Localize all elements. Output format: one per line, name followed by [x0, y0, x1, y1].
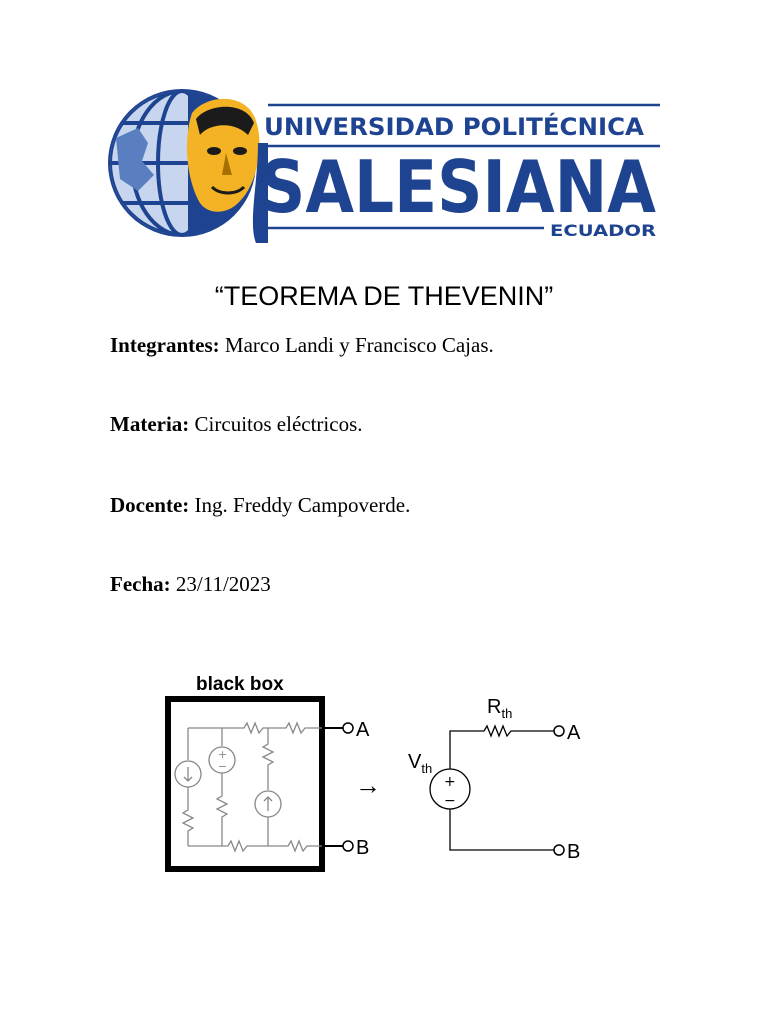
field-value: Ing. Freddy Campoverde. — [189, 493, 411, 517]
rth-sub: th — [501, 706, 513, 721]
field-integrantes — [110, 333, 494, 358]
terminal-a-right — [554, 726, 564, 736]
svg-text:−: − — [218, 760, 228, 773]
vsource-plus: + — [444, 774, 456, 790]
black-box-frame — [168, 699, 322, 869]
vth-sub: th — [421, 761, 433, 776]
thevenin-diagram — [158, 666, 598, 876]
field-label: Materia: — [110, 412, 190, 436]
terminal-b-label: B — [356, 837, 370, 859]
terminal-b-right-label: B — [567, 841, 581, 863]
svg-text:+: + — [218, 748, 228, 761]
terminal-b-left — [322, 841, 353, 851]
vth-main: V — [408, 751, 422, 773]
field-label: Fecha: — [110, 572, 171, 596]
terminal-b-right — [554, 845, 564, 855]
black-box-circuit — [175, 723, 322, 851]
arrow-icon: → — [355, 770, 381, 800]
terminal-a-left — [322, 723, 353, 733]
field-docente — [110, 493, 410, 518]
university-logo — [108, 83, 660, 243]
field-value: 23/11/2023 — [170, 572, 271, 596]
rth-label — [487, 696, 512, 721]
logo-country: ECUADOR — [550, 221, 656, 240]
field-materia — [110, 412, 363, 437]
field-value: Circuitos eléctricos. — [189, 412, 363, 436]
field-label: Docente: — [110, 493, 190, 517]
vsource-minus: − — [444, 793, 456, 809]
terminal-a-right-label: A — [567, 722, 581, 744]
document-title: “TEOREMA DE THEVENIN” — [214, 281, 554, 311]
logo-name: SALESIANA — [260, 145, 657, 229]
logo-university-line: UNIVERSIDAD POLITÉCNICA — [264, 113, 637, 141]
rth-main: R — [487, 696, 502, 718]
field-label: Integrantes: — [110, 333, 220, 357]
field-value: Marco Landi y Francisco Cajas. — [219, 333, 494, 357]
black-box-label: black box — [196, 674, 284, 695]
vth-label — [408, 751, 432, 776]
terminal-a-label: A — [356, 719, 370, 741]
field-fecha — [110, 572, 271, 597]
